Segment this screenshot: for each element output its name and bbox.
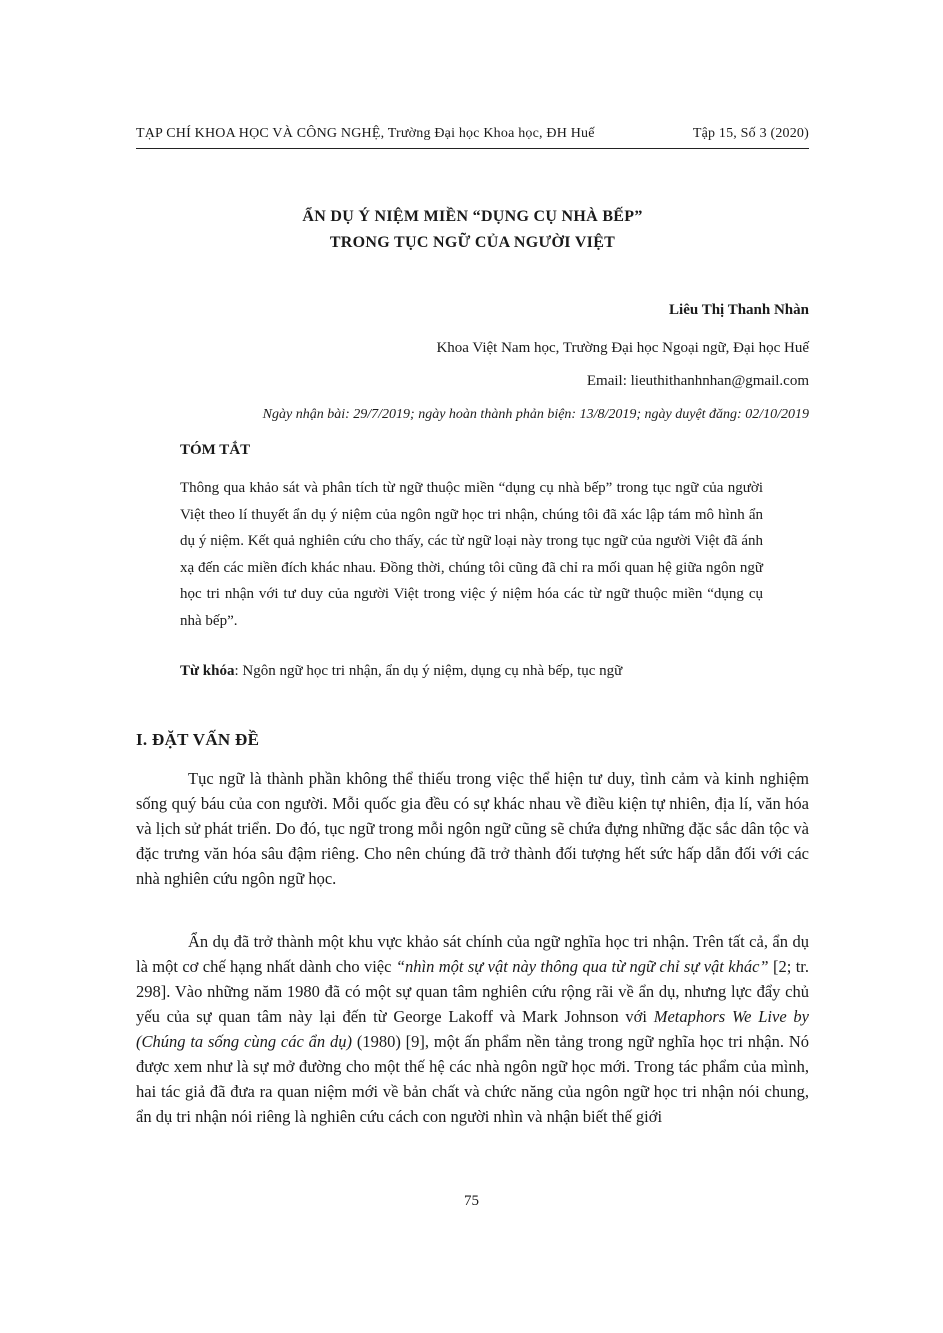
paper-title — [136, 204, 809, 256]
keywords — [180, 663, 763, 680]
paragraph-2-text-b: [2; tr. 298]. Vào những năm 1980 đã có một sự quan tâm nghiên cứu rộng rãi về ẩn dụ, nhưng lực đẩy chủ yếu của sự quan tâm này lại đến từ George Lakoff và Mark Johnson với — [136, 957, 810, 1026]
volume-issue: Tập 15, Số 3 (2020) — [692, 126, 809, 141]
submission-dates: Ngày nhận bài: 29/7/2019; ngày hoàn thành phản biện: 13/8/2019; ngày duyệt đăng: 02/10/2019 — [262, 407, 809, 422]
paragraph-2-text-a: Ẩn dụ đã trở thành một khu vực khảo sát chính của ngữ nghĩa học tri nhận. Trên tất cả, ẩn dụ là một cơ chế hạng nhất dành cho việc — [136, 932, 809, 976]
section-heading: I. ĐẶT VẤN ĐỀ — [136, 730, 260, 749]
paragraph-2-book-title: Metaphors We Live by (Chúng ta sống cùng các ẩn dụ) — [136, 1007, 809, 1051]
paragraph-2 — [136, 929, 809, 1129]
title-line-2: TRONG TỤC NGỮ CỦA NGƯỜI VIỆT — [329, 234, 616, 251]
paragraph-2-quote: “nhìn một sự vật này thông qua từ ngữ chỉ sự vật khác” — [395, 957, 769, 976]
title-line-1: ẨN DỤ Ý NIỆM MIỀN “DỤNG CỤ NHÀ BẾP” — [302, 208, 643, 225]
author-affiliation: Khoa Việt Nam học, Trường Đại học Ngoại ngữ, Đại học Huế — [436, 340, 809, 356]
journal-name: TẠP CHÍ KHOA HỌC VÀ CÔNG NGHỆ, Trường Đại học Khoa học, ĐH Huế — [136, 126, 595, 141]
paragraph-1: Tục ngữ là thành phần không thể thiếu trong việc thể hiện tư duy, tình cảm và kinh nghiệm sống quý báu của con người. Mỗi quốc gia đều có sự khác nhau về điều kiện tự nhiên, địa lí, văn hóa và lịch sử phát triển. Do đó, tục ngữ trong mỗi ngôn ngữ cũng sẽ chứa đựng những đặc sắc dân tộc và đặc trưng văn hóa sâu đậm riêng. Cho nên chúng đã trở thành đối tượng hết sức hấp dẫn đối với các nhà nghiên cứu ngôn ngữ học. — [136, 769, 809, 888]
running-header — [136, 124, 809, 149]
keywords-list: : Ngôn ngữ học tri nhận, ẩn dụ ý niệm, dụng cụ nhà bếp, tục ngữ — [234, 663, 623, 679]
abstract-heading: TÓM TẮT — [180, 442, 251, 458]
author-name: Liêu Thị Thanh Nhàn — [669, 302, 809, 318]
abstract-body: Thông qua khảo sát và phân tích từ ngữ thuộc miền “dụng cụ nhà bếp” trong tục ngữ của người Việt theo lí thuyết ẩn dụ ý niệm của ngôn ngữ học tri nhận, chúng tôi đã xác lập tám mô hình ẩn dụ ý niệm. Kết quả nghiên cứu cho thấy, các từ ngữ loại này trong tục ngữ của người Việt đã ánh xạ đến các miền đích khác nhau. Đồng thời, chúng tôi cũng đã chỉ ra mối quan hệ giữa ngôn ngữ học tri nhận với tư duy của người Việt trong việc ý niệm hóa các từ ngữ thuộc miền “dụng cụ nhà bếp”. — [180, 480, 763, 629]
paragraph-2-text-c: (1980) [9], một ấn phẩm nền tảng trong ngữ nghĩa học tri nhận. Nó được xem như là sự mở đường cho một thế hệ các nhà ngôn ngữ học mới. Trong tác phẩm của mình, hai tác giả đã đưa ra quan niệm mới về bản chất và chức năng của ngôn ngữ học tri nhận nói chung, ẩn dụ tri nhận nói riêng là nghiên cứu cách con người nhìn và nhận biết thế giới — [136, 1032, 809, 1126]
keywords-label: Từ khóa — [180, 663, 235, 679]
page-number: 75 — [464, 1193, 479, 1209]
author-email: Email: lieuthithanhnhan@gmail.com — [586, 373, 809, 389]
